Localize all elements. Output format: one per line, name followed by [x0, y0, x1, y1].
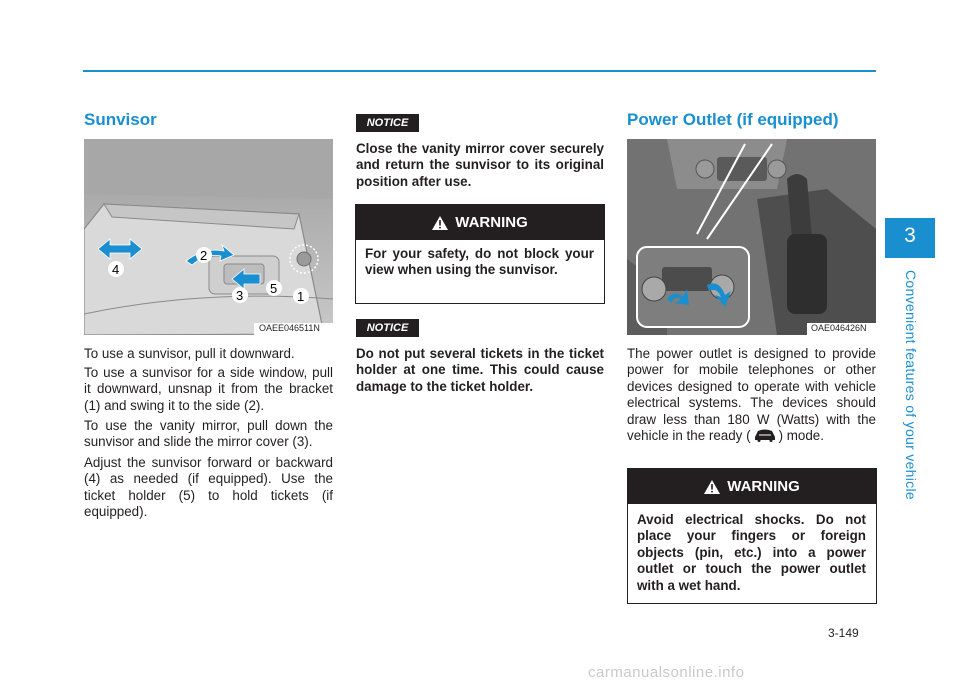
power-outlet-text-2: ) mode. [778, 428, 824, 444]
callout-3: 3 [236, 288, 244, 303]
sunvisor-para-3: To use the vanity mirror, pull down the sunvisor and slide the mirror cover (3). [84, 418, 333, 450]
warning-label: WARNING [727, 478, 800, 495]
notice-text-1: Close the vanity mirror cover securely and return the sunvisor to its original position after use. [356, 141, 604, 189]
callout-1: 1 [297, 289, 305, 304]
car-ready-icon [752, 428, 778, 442]
chapter-tab [885, 218, 935, 258]
watermark: carmanualsonline.info [588, 664, 745, 681]
notice-text-2: Do not put several tickets in the ticket holder at one time. This could cause damage to the ticket holder. [356, 346, 604, 394]
callout-2: 2 [200, 248, 208, 263]
warning-header [356, 205, 604, 240]
power-outlet-text-1: The power outlet is designed to provide power for mobile telephones or other devices designed to operate with vehicle electrical systems. The devices should draw less than 180 W (Watts) with the vehicle in the ready ( [627, 346, 876, 444]
warning-text: Avoid electrical shocks. Do not place your fingers or foreign objects (pin, etc.) into a power outlet or touch the power outlet with a wet hand. [637, 512, 866, 593]
sunvisor-para-2: To use a sunvisor for a side window, pull it downward, unsnap it from the bracket (1) and swing it to the side (2). [84, 365, 333, 413]
warning-text: For your safety, do not block your view when using the sunvisor. [365, 246, 594, 278]
power-outlet-description [627, 346, 876, 444]
power-outlet-image-code: OAE046426N [811, 323, 867, 333]
warning-header [628, 469, 876, 504]
notice-badge-2: NOTICE [356, 319, 419, 337]
warning-box-sunvisor [355, 204, 605, 304]
header-rule [83, 70, 876, 72]
power-outlet-figure [627, 139, 876, 335]
warning-triangle-icon [432, 216, 448, 230]
chapter-title-vertical [900, 270, 922, 500]
sunvisor-image-code: OAEE046511N [259, 323, 320, 333]
power-outlet-heading: Power Outlet (if equipped) [627, 110, 839, 129]
warning-box-power-outlet [627, 468, 877, 604]
chapter-number: 3 [904, 224, 916, 247]
sunvisor-para-4: Adjust the sunvisor forward or backward (4) as needed (if equipped). Use the ticket holder (5) to hold tickets (if equipped). [84, 455, 333, 520]
callout-5: 5 [270, 281, 278, 296]
sunvisor-para-1: To use a sunvisor, pull it downward. [84, 346, 295, 361]
callout-4: 4 [112, 262, 120, 277]
chapter-title: Convenient features of your vehicle [903, 270, 919, 500]
sunvisor-heading: Sunvisor [84, 110, 157, 129]
sunvisor-figure [84, 139, 333, 335]
page-number: 3-149 [828, 626, 859, 640]
notice-badge-1: NOTICE [356, 114, 419, 132]
warning-label: WARNING [455, 214, 528, 231]
warning-triangle-icon [704, 480, 720, 494]
